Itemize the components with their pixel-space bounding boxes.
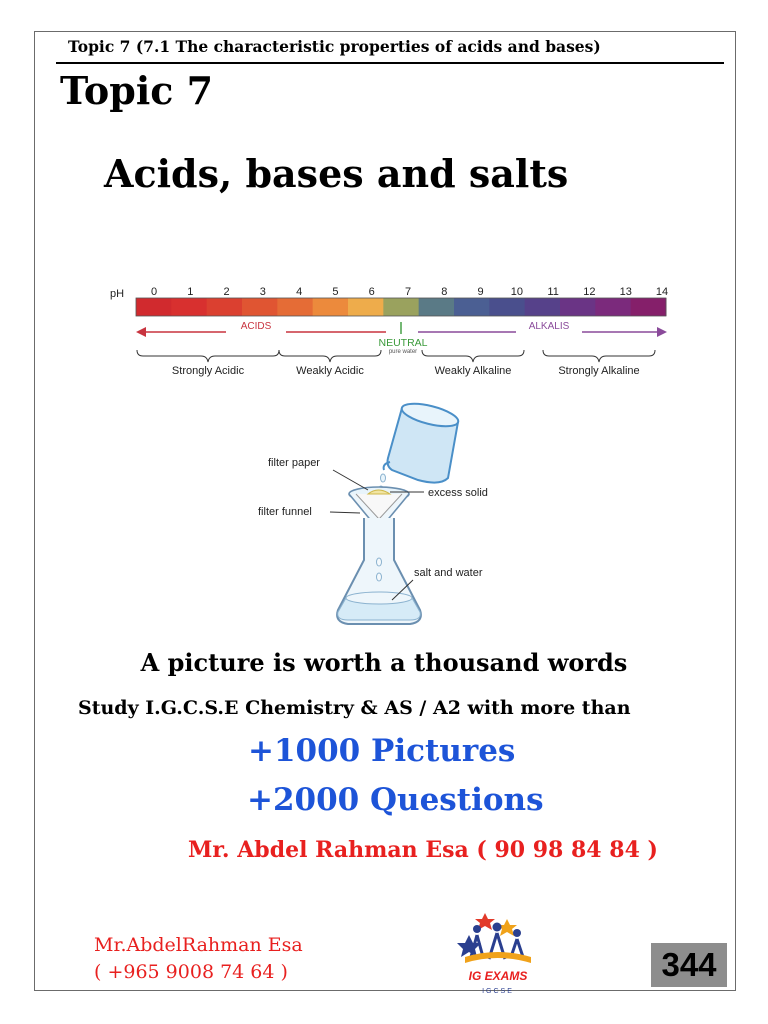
ph-segment [171, 298, 207, 316]
acids-label: ACIDS [240, 321, 272, 332]
ph-number: 10 [510, 286, 523, 298]
label-filter-funnel: filter funnel [258, 506, 312, 518]
ph-segment [454, 298, 490, 316]
ph-segment [419, 298, 455, 316]
alkalis-label: ALKALIS [528, 321, 570, 332]
ph-number: 9 [477, 286, 484, 298]
ph-segment [631, 298, 667, 316]
header-text: Topic 7 (7.1 The characteristic properties of acids and bases) [68, 37, 601, 56]
page-title: Acids, bases and salts [104, 151, 569, 196]
ph-color-bar [136, 298, 667, 316]
logo-figures-icon [457, 913, 531, 963]
pouring-beaker [384, 399, 461, 482]
ig-exams-logo [455, 905, 541, 999]
conical-flask [337, 518, 421, 624]
label-excess-solid: excess solid [428, 487, 488, 499]
label-salt-and-water: salt and water [414, 567, 483, 579]
range-weakly-acidic: Weakly Acidic [296, 365, 364, 377]
ph-number: 1 [187, 286, 194, 298]
pictures-count: +1000 Pictures [248, 733, 516, 769]
page-number: 344 [661, 946, 717, 983]
ph-number: 6 [368, 286, 375, 298]
ph-label: pH [110, 288, 125, 300]
range-strongly-acidic: Strongly Acidic [171, 365, 245, 377]
ph-segment [242, 298, 278, 316]
ph-segment [383, 298, 419, 316]
ph-number: 5 [332, 286, 339, 298]
ph-number: 7 [404, 286, 412, 298]
ph-segment [277, 298, 313, 316]
alkalis-arrow [418, 321, 667, 338]
neutral-label: NEUTRAL [378, 337, 428, 349]
ph-segment [489, 298, 525, 316]
ph-number: 4 [296, 286, 303, 298]
pure-water-label: pure water [388, 349, 418, 355]
ph-scale [110, 286, 668, 377]
ph-segment [560, 298, 596, 316]
logo-text: IG EXAMS [468, 969, 528, 983]
topic-number: Topic 7 [60, 68, 214, 113]
acids-arrow [136, 321, 386, 338]
questions-count: +2000 Questions [247, 782, 544, 818]
ph-number: 2 [223, 286, 230, 298]
filtration-diagram [258, 399, 488, 624]
logo-subtext: IGCSE [482, 988, 514, 995]
range-weakly-alkaline: Weakly Alkaline [434, 365, 512, 377]
label-filter-paper: filter paper [268, 457, 320, 469]
ph-segment [525, 298, 561, 316]
ph-segment [207, 298, 243, 316]
study-line: Study I.G.C.S.E Chemistry & AS / A2 with more than [78, 697, 631, 719]
footer-phone: ( +965 9008 74 64 ) [94, 961, 288, 983]
ph-number: 0 [150, 286, 158, 298]
ph-number: 11 [547, 286, 559, 298]
ph-segment [136, 298, 172, 316]
ph-number: 14 [655, 286, 669, 298]
ph-number: 12 [583, 286, 596, 298]
caption: A picture is worth a thousand words [140, 648, 628, 677]
ph-number: 13 [619, 286, 632, 298]
footer-name: Mr.AbdelRahman Esa [94, 934, 303, 956]
ph-number: 8 [441, 286, 448, 298]
ph-segment [313, 298, 349, 316]
ph-number: 3 [259, 286, 266, 298]
ph-segment [595, 298, 631, 316]
range-strongly-alkaline: Strongly Alkaline [558, 365, 640, 377]
ph-numbers [151, 286, 668, 298]
teacher-line: Mr. Abdel Rahman Esa ( 90 98 84 84 ) [188, 837, 658, 863]
page-number-box [651, 943, 727, 987]
ph-segment [348, 298, 384, 316]
